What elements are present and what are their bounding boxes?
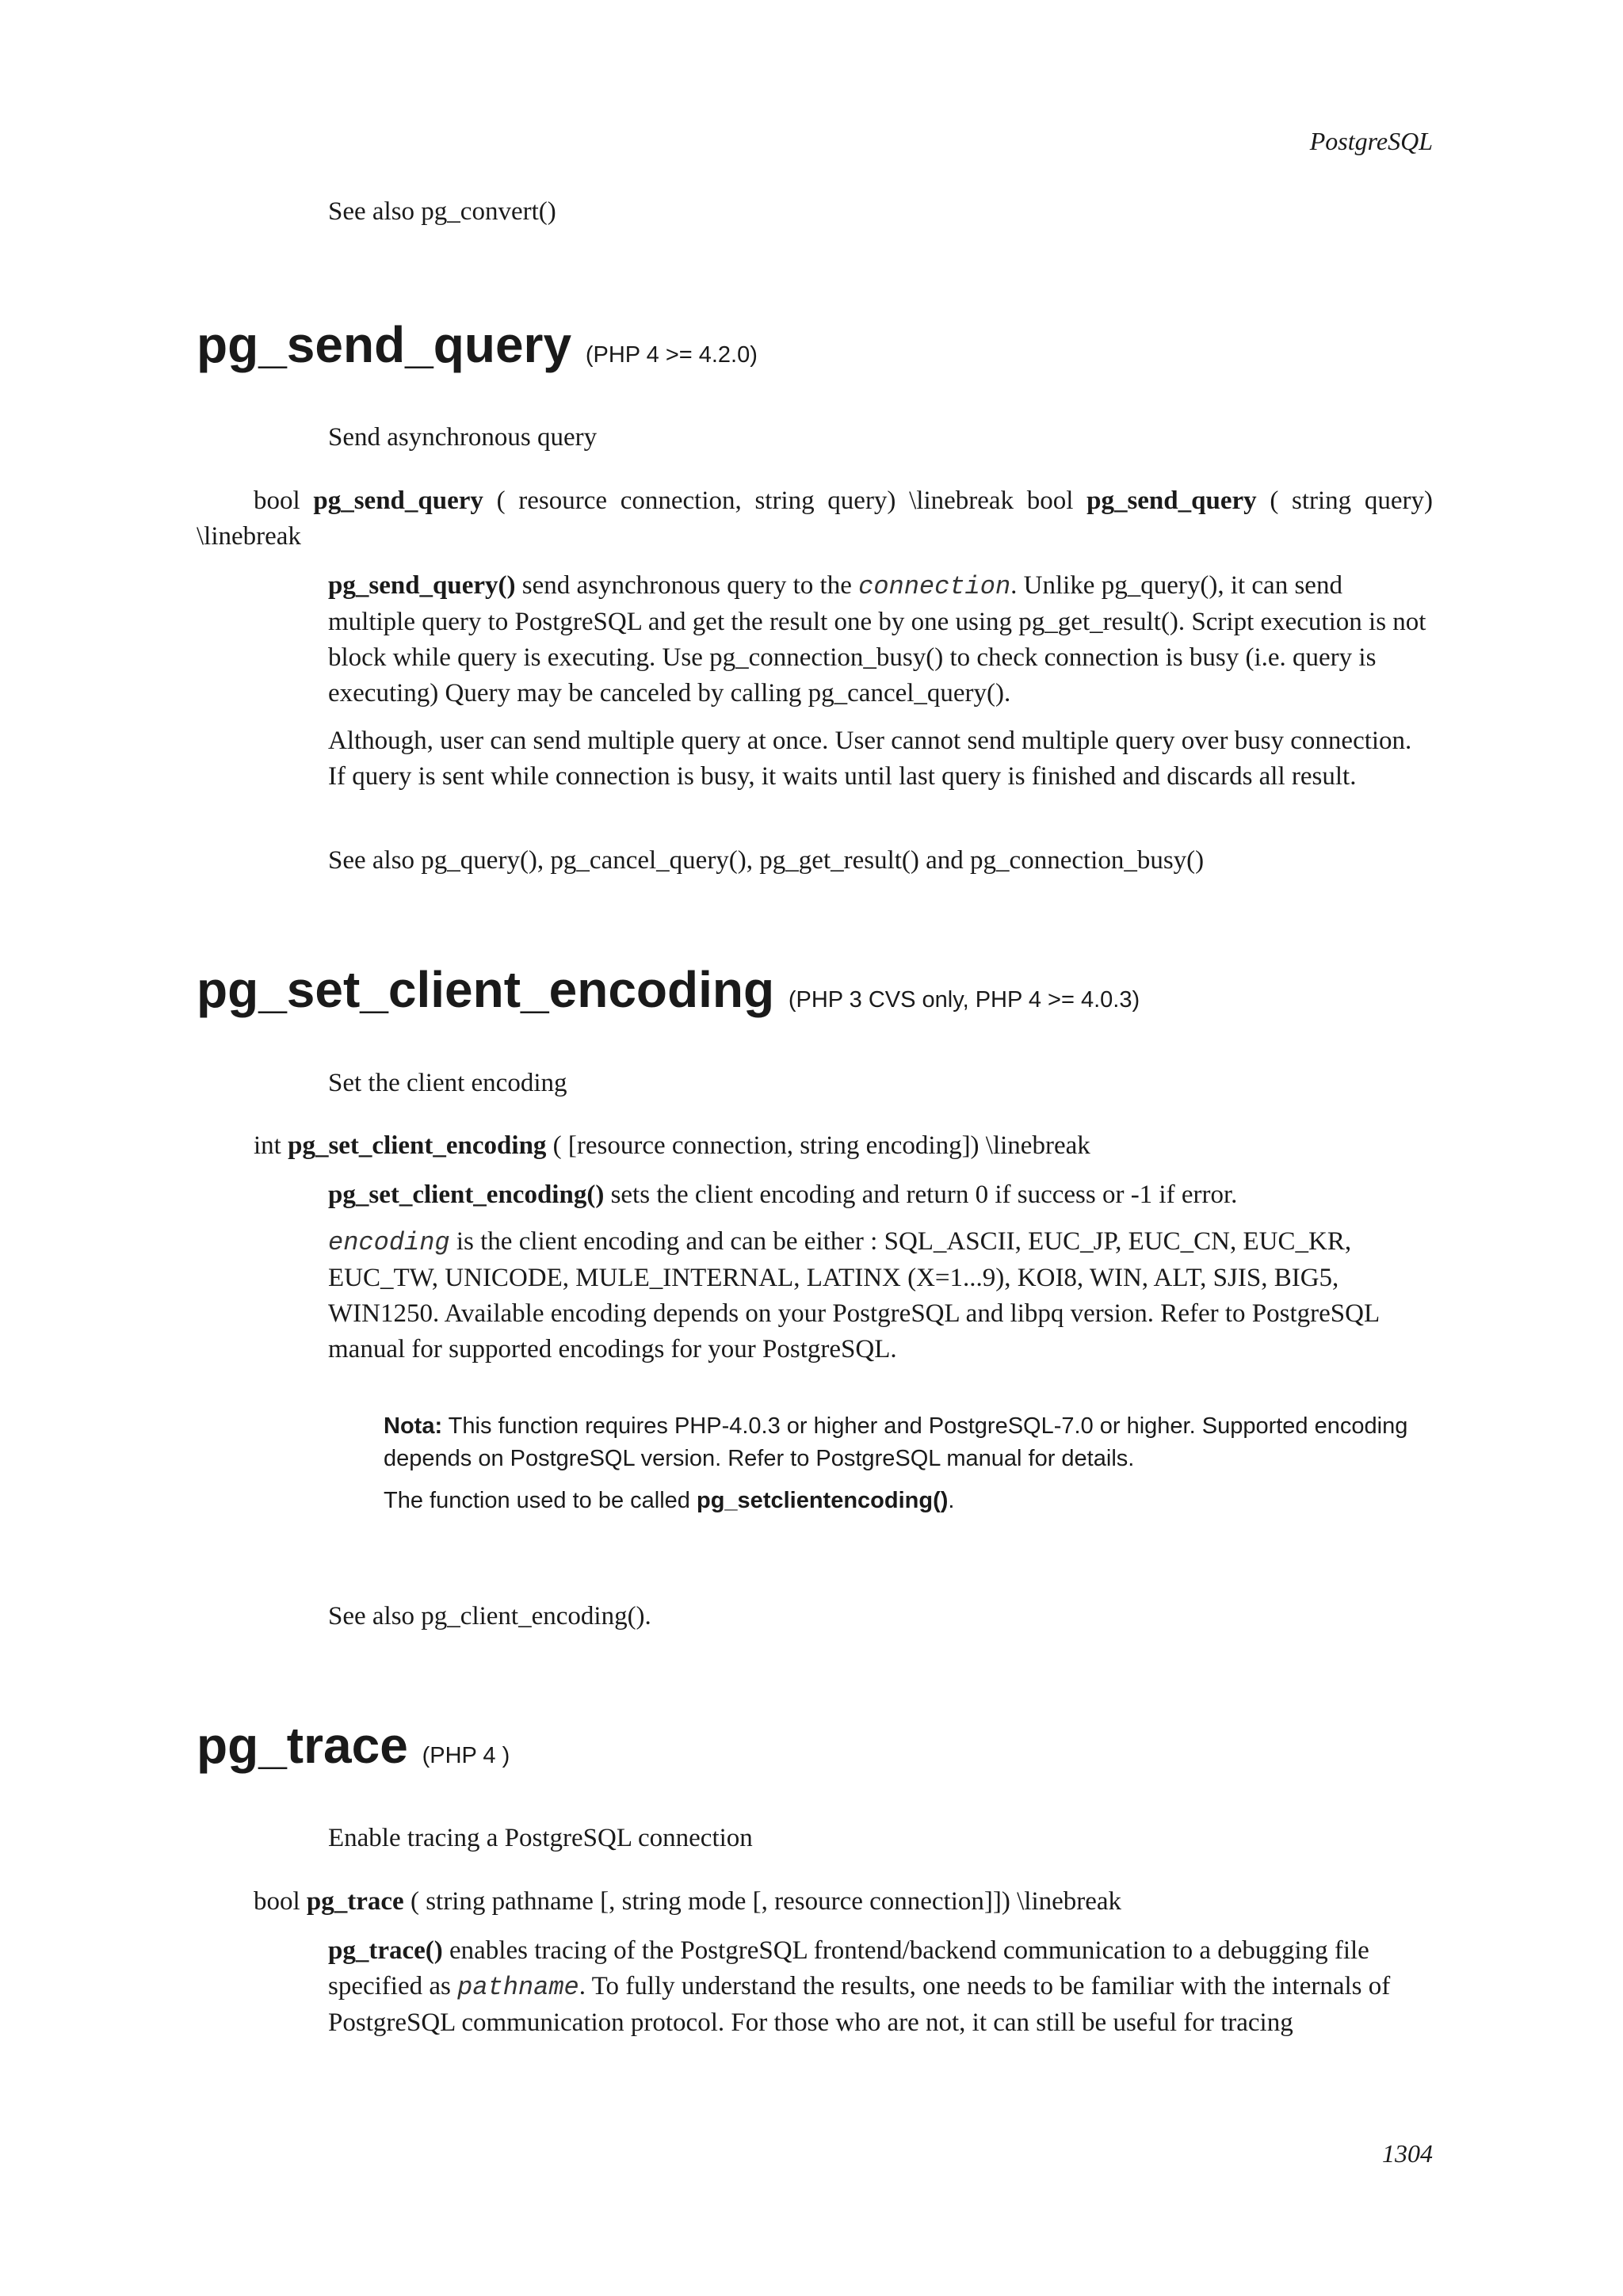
send-query-signature [197,483,1433,555]
heading-pg-set-client-encoding [197,960,1140,1029]
desc-text-2: . To fully understand the results, one needs to be familiar with the internals of PostgreSQL communication protocol. For those who are not, it can still be useful for tracing [328,1972,1391,2037]
function-name: pg_set_client_encoding() [328,1180,605,1209]
sig-type: bool [254,1887,300,1916]
send-query-see-also: See also pg_query(), pg_cancel_query(), pg_get_result() and pg_connection_busy() [328,846,1205,875]
heading-version: (PHP 3 CVS only, PHP 4 >= 4.0.3) [788,987,1140,1013]
set-encoding-signature [254,1128,1433,1164]
heading-title: pg_trace [197,1717,408,1774]
heading-title: pg_set_client_encoding [197,961,775,1018]
desc-text: is the client encoding and can be either : SQL_ASCII, EUC_JP, EUC_CN, EUC_KR, EUC_TW, UNICODE, MULE_INTERNAL, LATINX (X=1...9), KOI8, WIN, ALT, SJIS, BIG5, WIN1250. Available encoding depends on your PostgreSQL and libpq version. Refer to PostgreSQL manual for supported encodings for your PostgreSQL. [328,1227,1379,1363]
sig-args-2: ( string query) \linebreak [197,486,1433,551]
note-paragraph-2 [384,1485,1414,1517]
desc-text: enables tracing of the PostgreSQL frontend/backend communication to a debugging file specified as [328,1936,1369,2000]
see-also-convert: See also pg_convert() [328,197,556,226]
desc-text: send asynchronous query to the [521,571,852,600]
send-query-desc-2: Although, user can send multiple query at once. User cannot send multiple query over busy connection. If query is sent while connection is busy, it waits until last query is finished and discards all result. [328,727,1412,791]
sig-args: ( string pathname [, string mode [, resource connection]]) \linebreak [410,1887,1122,1916]
heading-version: (PHP 4 >= 4.2.0) [585,342,758,368]
set-encoding-desc-2 [328,1224,1433,1367]
heading-title: pg_send_query [197,316,572,373]
page-number: 1304 [1382,2139,1433,2168]
param-name: encoding [328,1228,450,1257]
trace-signature [254,1884,1433,1920]
running-head-title: PostgreSQL [1309,127,1433,155]
send-query-summary: Send asynchronous query [328,423,598,452]
note-punct: . [948,1488,955,1513]
heading-pg-trace [197,1716,510,1785]
param-name: pathname [457,1973,579,2002]
note-text: This function requires PHP-4.0.3 or higher and PostgreSQL-7.0 or higher. Supported encoding depends on PostgreSQL version. Refer to PostgreSQL manual for details. [384,1413,1408,1471]
desc-text: sets the client encoding and return 0 if success or -1 if error. [610,1180,1238,1209]
param-name: connection [858,572,1011,601]
desc-text-2: . Unlike pg_query(), it can send multiple query to PostgreSQL and get the result one by one using pg_get_result(). Script execution is not block while query is executing. Use pg_connection_busy() to check connection is busy (i.e. query is executing) Query may be canceled by calling pg_cancel_query(). [328,571,1426,707]
function-name: pg_send_query() [328,571,516,600]
sig-args: ( resource connection, string query) \linebreak bool [496,486,1074,515]
note-function-name: pg_setclientencoding() [697,1488,949,1513]
sig-type: bool [254,486,300,515]
sig-function-name: pg_send_query [313,486,483,515]
sig-function-name: pg_set_client_encoding [288,1131,547,1160]
sig-function-name-2: pg_send_query [1086,486,1257,515]
function-name: pg_trace() [328,1936,443,1965]
set-encoding-desc-1 [328,1177,1433,1213]
sig-args: ( [resource connection, string encoding]) \linebreak [552,1131,1090,1160]
trace-desc-1 [328,1933,1433,2041]
set-encoding-summary: Set the client encoding [328,1069,567,1097]
note-paragraph-1 [384,1410,1414,1475]
set-encoding-see-also: See also pg_client_encoding(). [328,1602,651,1630]
note-box [384,1410,1414,1517]
sig-type: int [254,1131,281,1160]
heading-pg-send-query [197,315,758,384]
send-query-desc-1 [328,568,1433,711]
note-label: Nota: [384,1413,443,1439]
sig-function-name: pg_trace [306,1887,404,1916]
note-text: The function used to be called [384,1488,690,1513]
trace-summary: Enable tracing a PostgreSQL connection [328,1824,753,1852]
heading-version: (PHP 4 ) [422,1743,510,1768]
